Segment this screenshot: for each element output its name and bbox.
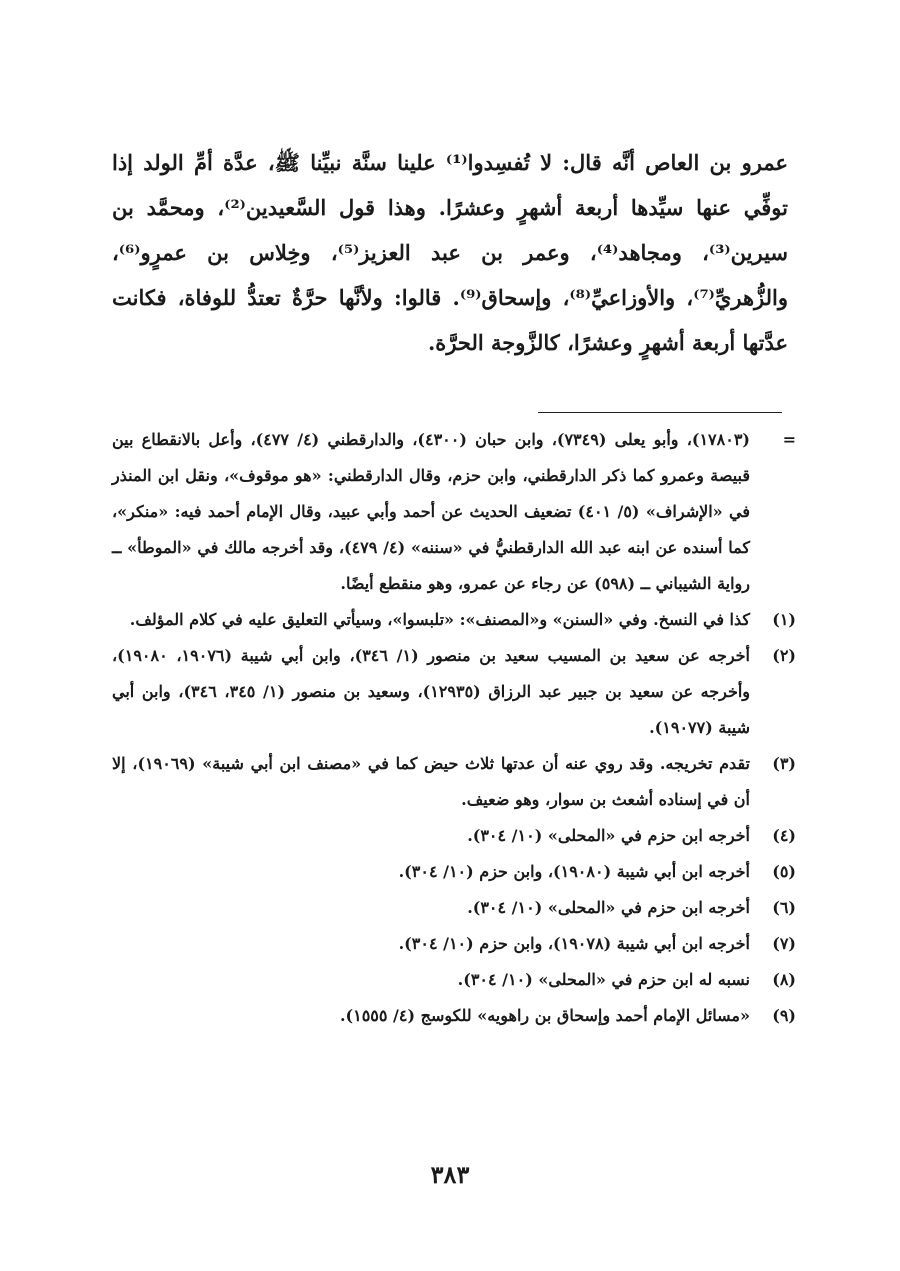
- footnote-5: [112, 854, 796, 890]
- footnote-text: «مسائل الإمام أحمد وإسحاق بن راهويه» للكوسج (٤/ ١٥٥٥).: [339, 1006, 750, 1025]
- footnote-8: [112, 962, 796, 998]
- footnote-marker: =: [782, 430, 796, 449]
- footnote-9: [112, 998, 796, 1034]
- main-text-block: [112, 140, 788, 365]
- footnote-text: أخرجه ابن أبي شيبة (١٩٠٧٨)، وابن حزم (١٠/ ٣٠٤).: [398, 934, 750, 953]
- footnote-text: أخرجه عن سعيد بن المسيب سعيد بن منصور (١/ ٣٤٦)، وابن أبي شيبة (١٩٠٧٦، ١٩٠٨٠)، وأخرجه عن سعيد بن جبير عبد الرزاق (١٢٩٣٥)، وسعيد بن منصور (١/ ٣٤٥، ٣٤٦)، وابن أبي شيبة (١٩٠٧٧).: [112, 646, 751, 737]
- footnote-2: [112, 638, 796, 746]
- footnote-text: (١٧٨٠٣)، وأبو يعلى (٧٣٤٩)، وابن حبان (٤٣٠٠)، والدارقطني (٤/ ٤٧٧)، وأعل بالانقطاع بين قبيصة وعمرو كما ذكر الدارقطني، وابن حزم، وقال الدارقطني: «هو موقوف»، ونقل ابن المنذر في «الإشراف» (٥/ ٤٠١) تضعيف الحديث عن أحمد وأبي عبيد، وقال الإمام أحمد فيه: «منكر»، كما أسنده عن ابنه عبد الله الدارقطنيُّ في «سننه» (٤/ ٤٧٩)، وقد أخرجه مالك في «الموطأ» ــ رواية الشيباني ــ (٥٩٨) عن رجاء عن عمرو، وهو منقطع أيضًا.: [112, 430, 751, 593]
- footnote-number: (٢): [772, 646, 796, 665]
- footnote-number: (٣): [772, 754, 796, 773]
- footnote-separator: [538, 412, 782, 413]
- page-number: ٣٨٣: [430, 1160, 470, 1189]
- footnote-3: [112, 746, 796, 818]
- footnote-text: أخرجه ابن أبي شيبة (١٩٠٨٠)، وابن حزم (١٠/ ٣٠٤).: [398, 862, 750, 881]
- footnote-1: [112, 602, 796, 638]
- footnote-4: [112, 818, 796, 854]
- footnote-text: أخرجه ابن حزم في «المحلى» (١٠/ ٣٠٤).: [467, 898, 750, 917]
- footnote-text: أخرجه ابن حزم في «المحلى» (١٠/ ٣٠٤).: [467, 826, 750, 845]
- footnote-text: كذا في النسخ. وفي «السنن» و«المصنف»: «تلبسوا»، وسيأتي التعليق عليه في كلام المؤلف.: [129, 610, 750, 629]
- footnote-number: (٨): [772, 970, 796, 989]
- footnote-number: (٤): [772, 826, 796, 845]
- footnote-number: (٥): [772, 862, 796, 881]
- footnote-number: (٩): [772, 1006, 796, 1025]
- footnote-number: (٦): [772, 898, 796, 917]
- footnote-continuation: [112, 422, 796, 602]
- footnotes: [112, 422, 796, 1034]
- footnote-7: [112, 926, 796, 962]
- footnote-text: تقدم تخريجه. وقد روي عنه أن عدتها ثلاث حيض كما في «مصنف ابن أبي شيبة» (١٩٠٦٩)، إلا أن في إسناده أشعث بن سوار، وهو ضعيف.: [112, 754, 750, 809]
- footnote-number: (٧): [772, 934, 796, 953]
- footnote-6: [112, 890, 796, 926]
- footnote-number: (١): [772, 610, 796, 629]
- footnote-text: نسبه له ابن حزم في «المحلى» (١٠/ ٣٠٤).: [457, 970, 750, 989]
- main-paragraph: عمرو بن العاص أنَّه قال: لا تُفسِدوا⁽¹⁾ علينا سنَّة نبيِّنا ﷺ، عدَّة أمِّ الولد إذا توفِّي عنها سيِّدها أربعة أشهرٍ وعشرًا. وهذا قول السَّعيدين⁽²⁾، ومحمَّد بن سيرين⁽³⁾، ومجاهد⁽⁴⁾، وعمر بن عبد العزيز⁽⁵⁾، وخِلاس بن عمرٍو⁽⁶⁾، والزُّهريِّ⁽⁷⁾، والأوزاعيِّ⁽⁸⁾، وإسحاق⁽⁹⁾. قالوا: ولأنَّها حرَّةٌ تعتدُّ للوفاة، فكانت عدَّتها أربعة أشهرٍ وعشرًا، كالزَّوجة الحرَّة.: [112, 150, 788, 355]
